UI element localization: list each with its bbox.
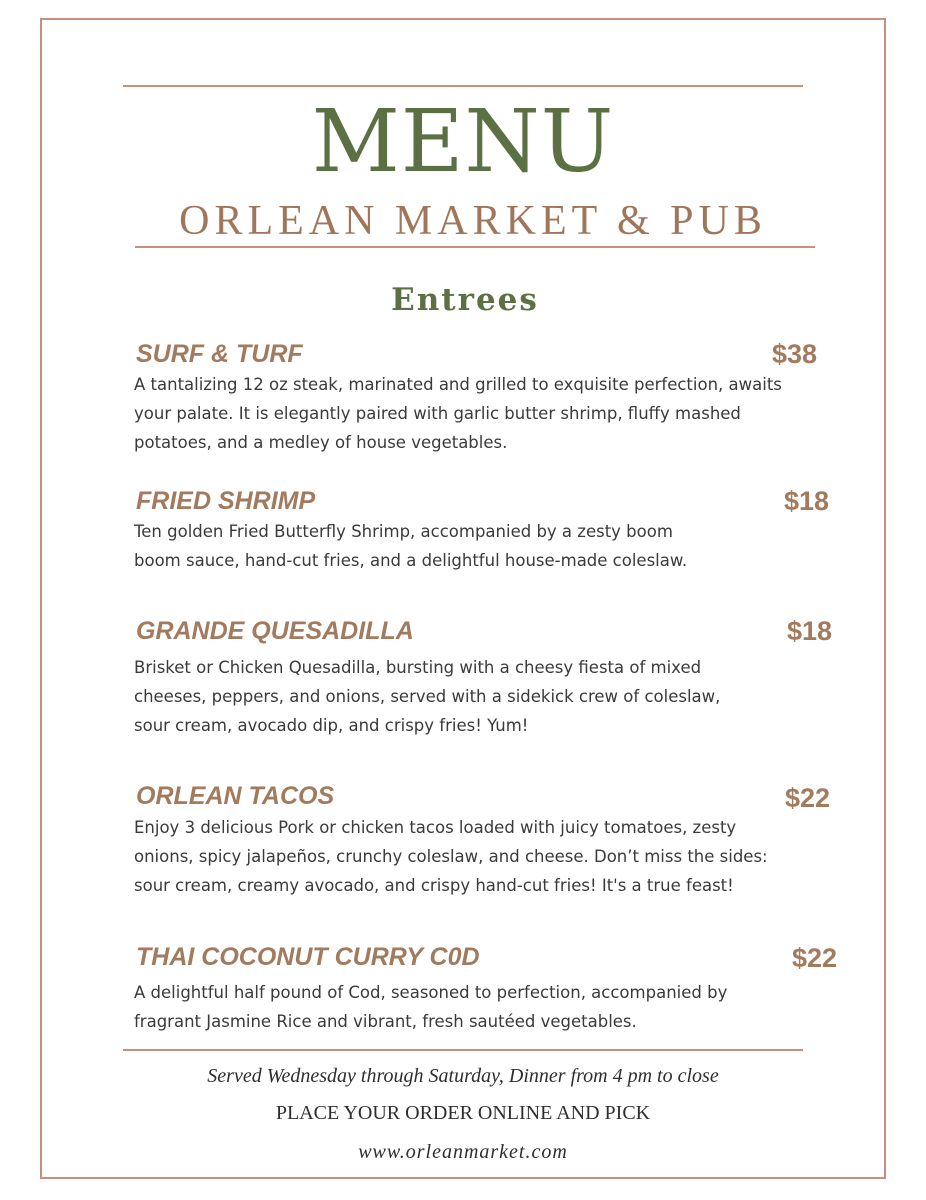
item-description: Brisket or Chicken Quesadilla, bursting with a cheesy fiesta of mixed cheeses, peppers, and onions, served with a sidekick crew of coleslaw, sour cream, avocado dip, and crispy fries! Yum!	[134, 658, 721, 735]
item-name: THAI COCONUT CURRY C0D	[136, 943, 480, 971]
website-link[interactable]: www.orleanmarket.com	[358, 1141, 568, 1163]
section-heading-entrees: Entrees	[391, 282, 539, 318]
item-price: $22	[785, 783, 831, 813]
order-online-note: PLACE YOUR ORDER ONLINE AND PICK	[275, 1102, 651, 1124]
item-price: $18	[784, 486, 830, 516]
header-divider	[135, 246, 815, 248]
item-description: Ten golden Fried Butterfly Shrimp, accompanied by a zesty boom boom sauce, hand-cut fries, and a delightful house-made coleslaw.	[134, 522, 688, 570]
item-name: GRANDE QUESADILLA	[136, 617, 414, 645]
item-name: ORLEAN TACOS	[136, 782, 335, 810]
menu-title: MENU	[311, 92, 615, 192]
item-price: $38	[772, 339, 818, 369]
item-name: FRIED SHRIMP	[136, 487, 316, 515]
item-description: A delightful half pound of Cod, seasoned to perfection, accompanied by fragrant Jasmine Rice and vibrant, fresh sautéed vegetables.	[134, 983, 728, 1031]
top-divider	[123, 85, 803, 87]
item-price: $18	[787, 616, 833, 646]
item-description: Enjoy 3 delicious Pork or chicken tacos loaded with juicy tomatoes, zesty onions, spicy jalapeños, crunchy coleslaw, and cheese. Don’t miss the sides: sour cream, creamy avocado, and crispy hand-cut fries! It's a true feast!	[134, 818, 768, 895]
item-description: A tantalizing 12 oz steak, marinated and grilled to exquisite perfection, awaits your palate. It is elegantly paired with garlic butter shrimp, fluffy mashed potatoes, and a medley of house vegetables.	[134, 375, 782, 452]
item-price: $22	[792, 943, 838, 973]
restaurant-name: ORLEAN MARKET & PUB	[179, 198, 767, 244]
item-name: SURF & TURF	[136, 340, 303, 368]
footer-divider	[123, 1049, 803, 1051]
serving-schedule: Served Wednesday through Saturday, Dinner from 4 pm to close	[207, 1065, 719, 1087]
